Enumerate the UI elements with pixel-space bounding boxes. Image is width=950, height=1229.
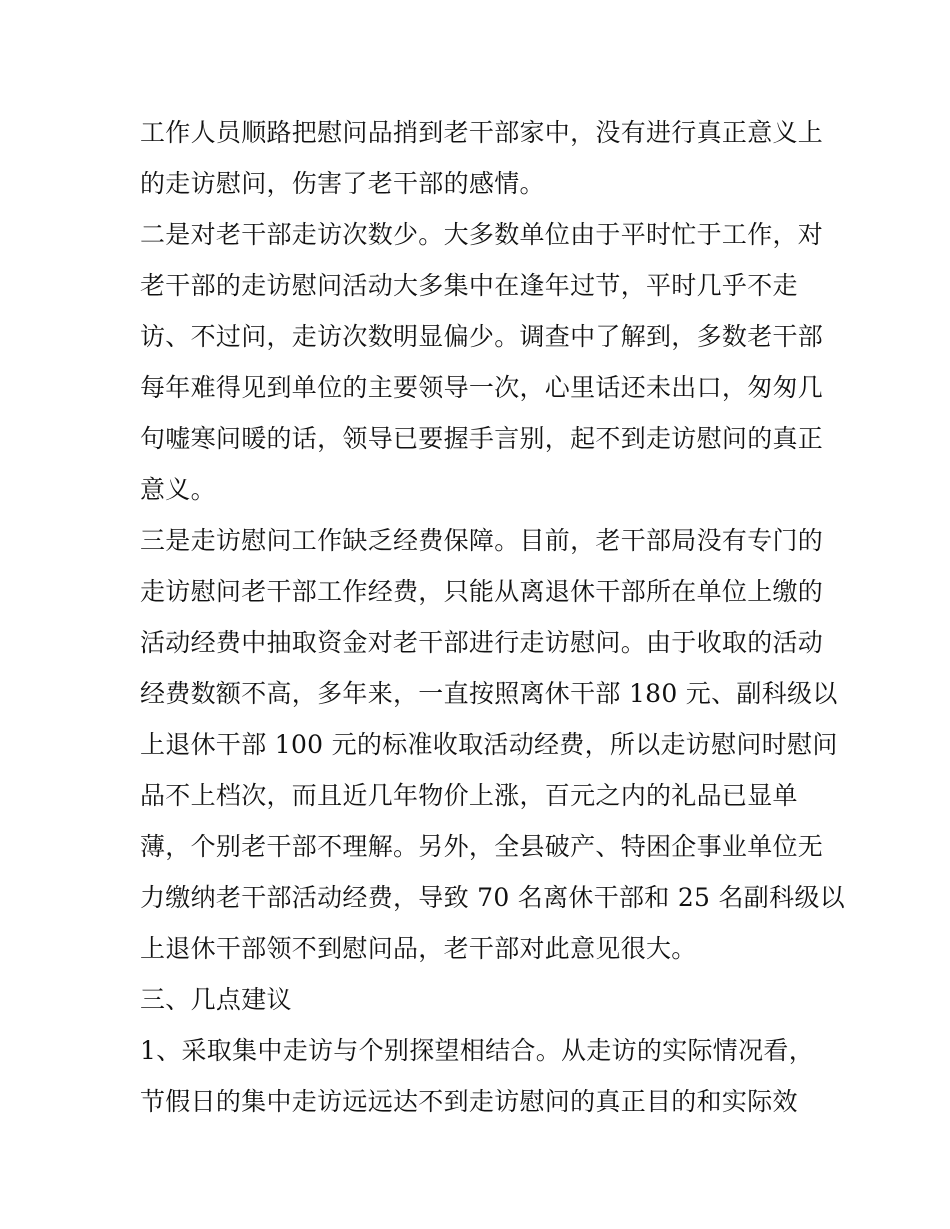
text-line: 经费数额不高，多年来，一直按照离休干部 180 元、副科级以 [140,679,838,708]
text-line: 走访慰问老干部工作经费，只能从离退休干部所在单位上缴的 [140,577,824,606]
text-line: 的走访慰问，伤害了老干部的感情。 [140,169,545,198]
section-heading: 三、几点建议 [140,985,292,1014]
text-line: 力缴纳老干部活动经费，导致 70 名离休干部和 25 名副科级以 [140,883,846,912]
text-line: 三是走访慰问工作缺乏经费保障。目前，老干部局没有专门的 [140,526,824,555]
text-line: 二是对老干部走访次数少。大多数单位由于平时忙于工作，对 [140,220,824,249]
text-line: 意义。 [140,475,216,504]
text-line: 句嘘寒问暖的话，领导已要握手言别，起不到走访慰问的真正 [140,424,824,453]
text-line: 1、采取集中走访与个别探望相结合。从走访的实际情况看， [140,1036,815,1065]
text-line: 上退休干部 100 元的标准收取活动经费，所以走访慰问时慰问 [140,730,838,759]
body-text [140,107,846,1127]
text-line: 每年难得见到单位的主要领导一次，心里话还未出口，匆匆几 [140,373,824,402]
text-line: 薄，个别老干部不理解。另外，全县破产、特困企事业单位无 [140,832,824,861]
text-line: 上退休干部领不到慰问品，老干部对此意见很大。 [140,934,697,963]
text-line: 老干部的走访慰问活动大多集中在逢年过节，平时几乎不走 [140,271,798,300]
text-line: 活动经费中抽取资金对老干部进行走访慰问。由于收取的活动 [140,628,824,657]
text-line: 工作人员顺路把慰问品捎到老干部家中，没有进行真正意义上 [140,118,824,147]
text-line: 节假日的集中走访远远达不到走访慰问的真正目的和实际效 [140,1087,798,1116]
text-line: 品不上档次，而且近几年物价上涨，百元之内的礼品已显单 [140,781,798,810]
text-line: 访、不过问，走访次数明显偏少。调查中了解到，多数老干部 [140,322,824,351]
